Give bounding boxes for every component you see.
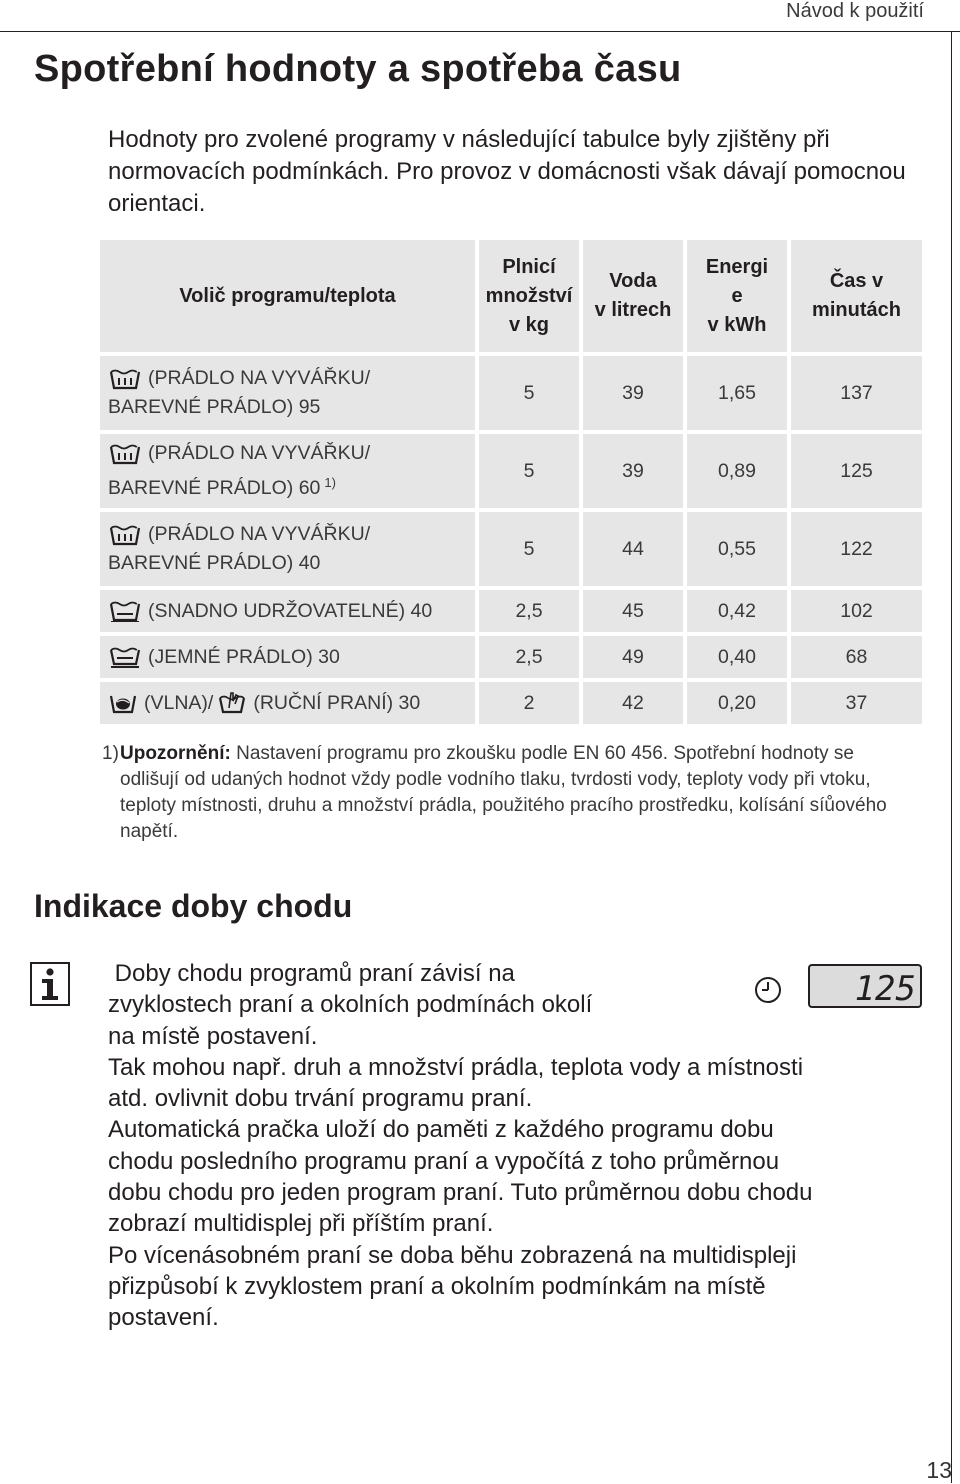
program-cell: (SNADNO UDRŽOVATELNÉ) 40: [100, 590, 475, 632]
tub-3-bars-icon: [108, 443, 142, 465]
load-cell: 5: [479, 356, 579, 430]
table-row: [100, 590, 922, 632]
wool-icon: [108, 692, 138, 714]
footnote-reference: 1): [324, 475, 336, 490]
text-line: Po vícenásobném praní se doba běhu zobrazená na multidispleji: [108, 1241, 797, 1269]
display-value: 125: [854, 969, 916, 1008]
runtime-description: [108, 958, 918, 1334]
load-cell: 2,5: [479, 636, 579, 678]
table-row: [100, 356, 922, 430]
page-number: 13: [926, 1457, 952, 1483]
time-cell: 125: [791, 434, 922, 508]
load-cell: 5: [479, 434, 579, 508]
water-cell: 44: [583, 512, 683, 586]
tub-2-bars-icon: [108, 646, 142, 668]
header-divider: [0, 31, 960, 32]
time-cell: 122: [791, 512, 922, 586]
header-time: Čas v minutách: [791, 240, 922, 352]
section-title: Indikace doby chodu: [34, 888, 353, 924]
text-line: přizpůsobí k zvyklostem praní a okolním podmínkám na místě: [108, 1272, 766, 1300]
program-cell: (PRÁDLO NA VYVÁŘKU/ BAREVNÉ PRÁDLO) 60 $^{1)}$: [100, 434, 475, 508]
table-row: [100, 512, 922, 586]
water-cell: 45: [583, 590, 683, 632]
load-cell: 2: [479, 682, 579, 724]
page-title: Spotřební hodnoty a spotřeba času: [34, 48, 682, 90]
header-load: Plnicí množství v kg: [479, 240, 579, 352]
program-cell: (PRÁDLO NA VYVÁŘKU/ BAREVNÉ PRÁDLO) 40: [100, 512, 475, 586]
multidisplay-readout: [808, 964, 922, 1008]
footnote-marker: 1): [102, 743, 119, 764]
water-cell: 49: [583, 636, 683, 678]
program-cell: (JEMNÉ PRÁDLO) 30: [100, 636, 475, 678]
footnote-warning-label: Upozornění:: [120, 743, 231, 764]
text-line: Tak mohou např. druh a množství prádla, teplota vody a místnosti: [108, 1053, 804, 1081]
table-row: [100, 434, 922, 508]
table-row: [100, 636, 922, 678]
clock-icon: [752, 974, 784, 1006]
info-icon: [30, 962, 70, 1006]
energy-cell: 0,55: [687, 512, 787, 586]
table-footnote: [102, 741, 902, 845]
tub-3-bars-icon: [108, 524, 142, 546]
text-line: zvyklostech praní a okolních podmínách okolí: [108, 991, 593, 1019]
manual-header-label: Návod k použití: [786, 0, 924, 22]
table-row: [100, 682, 922, 724]
energy-cell: 0,40: [687, 636, 787, 678]
margin-rule: [951, 31, 952, 1483]
header-program: Volič programu/teplota: [100, 240, 475, 352]
text-line: dobu chodu pro jeden program praní. Tuto průměrnou dobu chodu: [108, 1179, 813, 1207]
tub-1-bar-icon: [108, 600, 142, 622]
header-energy: Energi e v kWh: [687, 240, 787, 352]
text-line: postavení.: [108, 1304, 219, 1332]
time-cell: 102: [791, 590, 922, 632]
load-cell: 5: [479, 512, 579, 586]
text-line: atd. ovlivnit dobu trvání programu praní.: [108, 1085, 533, 1113]
tub-3-bars-icon: [108, 368, 142, 390]
energy-cell: 0,89: [687, 434, 787, 508]
time-cell: 68: [791, 636, 922, 678]
footnote-text: Nastavení programu pro zkoušku podle EN 60 456. Spotřební hodnoty se odlišují od udaných hodnot vždy podle vodního tlaku, tvrdosti vody, teploty vody při vtoku, teploty místnosti, druhu a množství prádla, použitého pracího prostředku, kolísání síůového napětí.: [120, 743, 887, 842]
energy-cell: 0,42: [687, 590, 787, 632]
text-line: Automatická pračka uloží do paměti z každého programu dobu: [108, 1116, 774, 1144]
water-cell: 39: [583, 356, 683, 430]
energy-cell: 0,20: [687, 682, 787, 724]
program-cell: (VLNA)/ (RUČNÍ PRANÍ) 30: [100, 682, 475, 724]
text-line: zobrazí multidisplej při příštím praní.: [108, 1210, 494, 1238]
water-cell: 42: [583, 682, 683, 724]
table-header-row: [100, 240, 922, 352]
consumption-table: [96, 236, 926, 728]
time-cell: 137: [791, 356, 922, 430]
load-cell: 2,5: [479, 590, 579, 632]
water-cell: 39: [583, 434, 683, 508]
header-water: Voda v litrech: [583, 240, 683, 352]
energy-cell: 1,65: [687, 356, 787, 430]
text-line: chodu posledního programu praní a vypočítá z toho průměrnou: [108, 1147, 780, 1175]
hand-wash-icon: [217, 692, 247, 714]
intro-paragraph: Hodnoty pro zvolené programy v následující tabulce byly zjištěny při normovacích podmínkách. Pro provoz v domácnosti však dávají pomocnou orientaci.: [108, 126, 906, 217]
text-line: Doby chodu programů praní závisí na: [108, 960, 515, 987]
time-cell: 37: [791, 682, 922, 724]
program-cell: (PRÁDLO NA VYVÁŘKU/ BAREVNÉ PRÁDLO) 95: [100, 356, 475, 430]
text-line: na místě postavení.: [108, 1022, 318, 1050]
